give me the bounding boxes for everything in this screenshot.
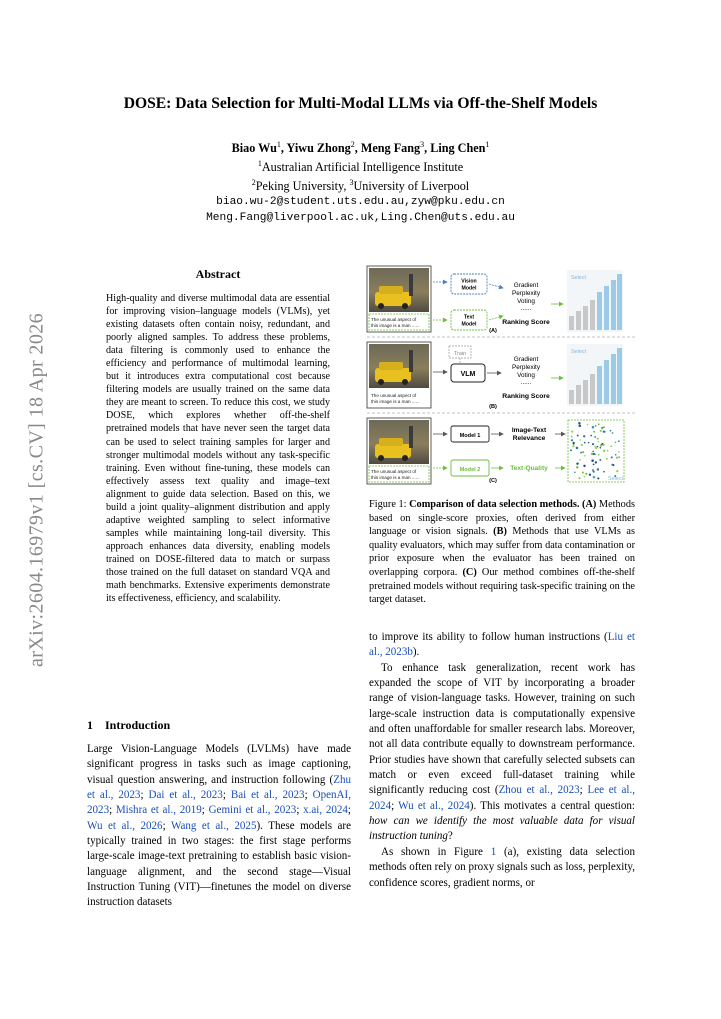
scatter-point bbox=[612, 432, 614, 434]
scatter-point bbox=[603, 450, 605, 452]
text-run: ; bbox=[391, 799, 399, 812]
intro-paragraph-2 bbox=[369, 661, 635, 845]
scatter-point bbox=[595, 447, 597, 449]
arxiv-identifier: arXiv:2604.16979v1 [cs.CV] 18 Apr 2026 bbox=[25, 312, 48, 668]
scatter-point bbox=[611, 456, 613, 458]
vision-model-label-2: Model bbox=[461, 285, 477, 292]
scatter-point bbox=[580, 452, 582, 454]
abstract-text: High-quality and diverse multimodal data are essential for improving vision–language models (VLMs), yet existing datasets often contain noisy, redundant, and poorly aligned samples. To address these problems, data filtering is commonly used to enhance the efficiency and performance of multimodal learning, but it introduces extra computational cost because filtering models are usually trained on the same data they are meant to screen. To reduce this cost, we study DOSE, which explores whether off-the-shelf pretrained models that have never seen the target data can be used to select training samples for larger and stronger multimodal models without any task-specific training. Even without fine-tuning, these models can effectively assess text quality and image–text alignment to guide data selection. Based on this, we build a joint quality–alignment distribution and apply adaptive weighted sampling to select informative samples while maintaining long-tail diversity. This approach enhances data diversity, enabling models trained on DOSE-filtered data to match or surpass those trained on the full dataset on standard VQA and math benchmarks. Extensive experiments demonstrate its effectiveness, efficiency, and scalability. bbox=[106, 293, 330, 605]
image-caption-line-1: The unusual aspect of bbox=[371, 393, 417, 398]
scatter-point bbox=[571, 430, 573, 432]
paper-title: DOSE: Data Selection for Multi-Modal LLMs via Off-the-Shelf Models bbox=[123, 95, 598, 112]
caption-c-label: (C) bbox=[462, 566, 477, 578]
scatter-point bbox=[610, 445, 612, 447]
emphasis: how can we identify the most valuable data for visual instruction tuning bbox=[369, 815, 635, 843]
author-sup: 1 bbox=[276, 140, 281, 149]
scatter-point bbox=[579, 459, 581, 461]
scatter-point bbox=[597, 438, 599, 440]
taxi-photo bbox=[369, 420, 429, 464]
author-sup: 2 bbox=[350, 140, 355, 149]
score-voting: Voting bbox=[517, 372, 535, 379]
scatter-point bbox=[597, 468, 599, 470]
panel-b bbox=[367, 342, 623, 410]
scatter-point bbox=[594, 436, 596, 438]
scatter-point bbox=[592, 426, 595, 429]
score-voting: Voting bbox=[517, 298, 535, 305]
author-block bbox=[60, 137, 661, 226]
text-run: to improve its ability to follow human instructions ( bbox=[369, 631, 608, 643]
affil-sup: 3 bbox=[349, 178, 354, 188]
panel-b-label: (B) bbox=[489, 404, 497, 410]
scatter-point bbox=[576, 447, 579, 450]
scatter-point bbox=[595, 461, 597, 463]
scatter-point bbox=[610, 430, 612, 432]
scatter-point bbox=[603, 471, 605, 473]
scatter-point bbox=[594, 445, 595, 446]
scatter-point bbox=[593, 431, 595, 433]
scatter-point bbox=[570, 449, 572, 451]
text-run: ). These models are typically trained in two stages: the first stage performs large-scale image-text pretraining to establish basic vision-language alignment, and the second stage—Visual Instruction Tuning (VIT)—finetunes the model on diverse instruction datasets bbox=[87, 819, 351, 909]
scatter-point bbox=[595, 425, 597, 427]
vlm-label: VLM bbox=[460, 371, 476, 378]
author-name: Yiwu Zhong bbox=[286, 141, 351, 156]
select-label-a: Select bbox=[571, 275, 586, 281]
scatter-point bbox=[593, 453, 595, 455]
figure-1 bbox=[365, 262, 637, 492]
scatter-point bbox=[600, 447, 602, 449]
scatter-point bbox=[585, 473, 587, 475]
affil-sup: 2 bbox=[251, 178, 256, 188]
section-title: Introduction bbox=[105, 718, 171, 732]
email-line-2: Meng.Fang@liverpool.ac.uk,Ling.Chen@uts.edu.au bbox=[206, 212, 515, 225]
text-run: ; bbox=[579, 784, 588, 797]
panel-c bbox=[367, 418, 624, 484]
citation-link[interactable]: Wu et al., 2024 bbox=[398, 799, 470, 812]
caption-a: Methods based on single-score proxies, often derived from either language or vision signals. bbox=[369, 499, 635, 538]
text-run: ? bbox=[447, 830, 453, 843]
image-caption-line-1: The unusual aspect of bbox=[371, 469, 417, 474]
taxi-photo bbox=[369, 268, 429, 312]
text-model-label-1: Text bbox=[463, 314, 475, 321]
citation-link[interactable]: Wu et al., 2026 bbox=[87, 819, 163, 832]
vision-model-label-1: Vision bbox=[461, 278, 477, 285]
caption-c: Our method combines off-the-shelf pretrained models without requiring task-specific training on the target dataset. bbox=[369, 566, 635, 606]
image-caption-line-2: this image is a man ...... bbox=[371, 399, 420, 404]
scatter-point bbox=[612, 464, 614, 466]
scatter-point bbox=[615, 454, 617, 456]
citation-link[interactable]: Dai et al., 2023 bbox=[148, 789, 223, 802]
scatter-point bbox=[618, 456, 620, 458]
affil-sup: 1 bbox=[257, 159, 262, 169]
affiliation: Australian Artificial Intelligence Institute bbox=[261, 160, 464, 175]
figure-caption bbox=[369, 498, 635, 607]
scatter-point bbox=[579, 424, 581, 426]
scatter-point bbox=[615, 441, 617, 443]
scatter-point bbox=[576, 466, 578, 468]
scatter-point bbox=[592, 443, 594, 445]
scatter-point bbox=[572, 445, 574, 447]
panel-c-label: (C) bbox=[489, 478, 497, 484]
image-text-relevance-2: Relevance bbox=[512, 435, 546, 442]
select-bars-a bbox=[567, 270, 623, 332]
score-perplexity: Perplexity bbox=[511, 364, 541, 371]
intro-paragraph-3 bbox=[369, 845, 635, 891]
scatter-point bbox=[578, 422, 580, 424]
scatter-point bbox=[601, 428, 603, 430]
intro-paragraph-1-part-b bbox=[369, 630, 635, 661]
scatter-point bbox=[602, 443, 604, 445]
scatter-point bbox=[571, 439, 573, 441]
scatter-point bbox=[598, 441, 600, 443]
score-gradient: Gradient bbox=[513, 282, 539, 289]
citation-link[interactable]: Gemini et al., 2023 bbox=[208, 804, 297, 817]
author-name: Meng Fang bbox=[360, 141, 421, 156]
panel-a-label: (A) bbox=[489, 328, 497, 334]
email-line-1: biao.wu-2@student.uts.edu.au,zyw@pku.edu.cn bbox=[216, 196, 505, 209]
text-run: ; bbox=[140, 789, 149, 802]
citation-link[interactable]: Lee et al., 2024 bbox=[369, 784, 635, 812]
scatter-point bbox=[598, 423, 600, 425]
ranking-score: Ranking Score bbox=[502, 393, 550, 400]
score-ellipsis: ...... bbox=[520, 305, 532, 312]
text-model-label-2: Model bbox=[461, 321, 477, 328]
caption-title: Comparison of data selection methods. (A) bbox=[409, 499, 597, 510]
text-run: ; bbox=[304, 789, 313, 802]
author-name: Biao Wu bbox=[231, 141, 277, 156]
scatter-point bbox=[577, 462, 579, 464]
scatter-point bbox=[606, 458, 608, 460]
scatter-point bbox=[616, 470, 618, 472]
text-run: ). bbox=[412, 646, 420, 659]
citation-link[interactable]: x.ai, 2024 bbox=[303, 804, 348, 817]
scatter-point bbox=[597, 477, 599, 479]
scatter-point bbox=[583, 435, 585, 437]
scatter-point bbox=[582, 451, 584, 453]
scatter-point bbox=[584, 476, 585, 477]
scatter-point bbox=[607, 450, 609, 452]
image-caption-line-2: this image is a man ...... bbox=[371, 475, 420, 480]
scatter-point bbox=[618, 440, 620, 442]
model-1-label: Model 1 bbox=[459, 433, 481, 439]
select-bars-b bbox=[567, 344, 623, 406]
affiliation-line-1 bbox=[60, 156, 661, 175]
citation-link[interactable]: Bai et al., 2023 bbox=[230, 789, 305, 802]
scatter-point bbox=[580, 439, 581, 440]
abstract-heading: Abstract bbox=[195, 267, 241, 281]
scatter-point bbox=[593, 464, 595, 466]
affiliation: University of Liverpool bbox=[353, 179, 470, 194]
text-run: To enhance task generalization, recent work has expanded the scope of VIT by incorporating a broader range of vision-language tasks. However, training on such large-scale instruction data is computationally expensive and often unaffordable for smaller research labs. Moreover, not all data contribute equally to downstream performance. Prior studies have shown that carefully selected subsets can match or even exceed full-dataset training while significantly reducing cost ( bbox=[369, 661, 635, 797]
scatter-point bbox=[571, 436, 573, 438]
caption-label: Figure 1: bbox=[369, 499, 410, 510]
scatter-point bbox=[577, 435, 579, 437]
citation-link[interactable]: OpenAI, 2023 bbox=[87, 789, 351, 817]
image-caption-line-2: this image is a man ...... bbox=[371, 323, 420, 328]
scatter-point bbox=[598, 454, 600, 456]
citation-link[interactable]: Zhu et al., 2023 bbox=[87, 773, 351, 802]
text-quality-label: Text-Quality bbox=[510, 465, 548, 472]
text-run: ; bbox=[347, 804, 351, 817]
train-label: Train bbox=[453, 351, 467, 357]
text-run: As shown in Figure bbox=[381, 845, 491, 858]
score-ellipsis: ...... bbox=[520, 379, 532, 386]
section-heading bbox=[87, 718, 170, 733]
scatter-point bbox=[603, 430, 605, 432]
scatter-point bbox=[618, 451, 619, 452]
scatter-point bbox=[593, 470, 595, 472]
intro-paragraph-1-part-a bbox=[87, 742, 351, 911]
author-name: Ling Chen bbox=[430, 141, 486, 156]
citation-link[interactable]: 1 bbox=[490, 845, 497, 858]
text-run: (a), existing data selection methods often rely on proxy signals such as loss, perplexity, confidence scores, gradient norms, or bbox=[369, 845, 635, 889]
scatter-point bbox=[574, 472, 576, 474]
text-run: ; bbox=[296, 804, 304, 817]
affiliation-line-2 bbox=[60, 175, 661, 194]
citation-link[interactable]: Liu et al., 2023b bbox=[369, 631, 635, 659]
scatter-point bbox=[573, 442, 575, 444]
scatter-point bbox=[588, 442, 590, 444]
scatter-point bbox=[584, 442, 586, 444]
scatter-point bbox=[592, 451, 594, 453]
text-run: ). This motivates a central question: bbox=[469, 799, 635, 812]
select-label-b: Select bbox=[571, 349, 586, 355]
scatter-point bbox=[579, 477, 581, 479]
scatter-point bbox=[590, 435, 592, 437]
image-caption-line-1: The unusual aspect of bbox=[371, 317, 417, 322]
scatter-point bbox=[587, 424, 588, 425]
arxiv-sidebar bbox=[22, 300, 52, 680]
scatter-point bbox=[616, 457, 618, 459]
text-run: ; bbox=[109, 804, 116, 817]
text-run: Large Vision-Language Models (LVLMs) have made significant progress in tasks such as image captioning, visual question answering, and instruction following ( bbox=[87, 743, 351, 786]
text-run: ; bbox=[162, 819, 171, 832]
affiliation: Peking University, bbox=[255, 179, 350, 194]
score-gradient: Gradient bbox=[513, 356, 539, 363]
select-label-c: Select bbox=[608, 476, 623, 482]
scatter-point bbox=[599, 459, 601, 461]
author-sup: 1 bbox=[485, 140, 490, 149]
image-text-relevance-1: Image-Text bbox=[511, 427, 547, 434]
author-names: Biao Wu$^1$, Yiwu Zhong$^2$, Meng Fang$^3$, Ling Chen$^1$ bbox=[231, 140, 490, 156]
score-perplexity: Perplexity bbox=[511, 290, 541, 297]
citation-link[interactable]: Wang et al., 2025 bbox=[170, 819, 257, 832]
left-column-body bbox=[87, 742, 351, 911]
scatter-point bbox=[600, 430, 602, 432]
scatter-point bbox=[581, 444, 583, 446]
caption-b-label: (B) bbox=[493, 526, 507, 538]
scatter-point bbox=[591, 459, 594, 462]
taxi-photo bbox=[369, 344, 429, 388]
section-number: 1 bbox=[87, 718, 93, 732]
citation-link[interactable]: Zhou et al., 2023 bbox=[498, 784, 580, 797]
ranking-score: Ranking Score bbox=[502, 319, 550, 326]
caption-b: Methods that use VLMs as quality evaluators, which may suffer from data contamination or prior exposure when the evaluator has been trained on overlapping corpora. bbox=[369, 526, 635, 578]
text-run: ; bbox=[222, 789, 231, 802]
model-2-label: Model 2 bbox=[459, 467, 481, 473]
right-column-body bbox=[369, 630, 635, 891]
scatter-point bbox=[593, 476, 595, 478]
text-run: ; bbox=[201, 804, 209, 817]
panel-a bbox=[367, 266, 623, 334]
scatter-point bbox=[584, 455, 586, 457]
scatter-point bbox=[589, 474, 591, 476]
author-sup: 3 bbox=[420, 140, 425, 149]
scatter-point bbox=[582, 472, 584, 474]
citation-link[interactable]: Mishra et al., 2019 bbox=[115, 804, 202, 817]
scatter-point bbox=[583, 465, 585, 467]
scatter-point bbox=[603, 426, 605, 428]
